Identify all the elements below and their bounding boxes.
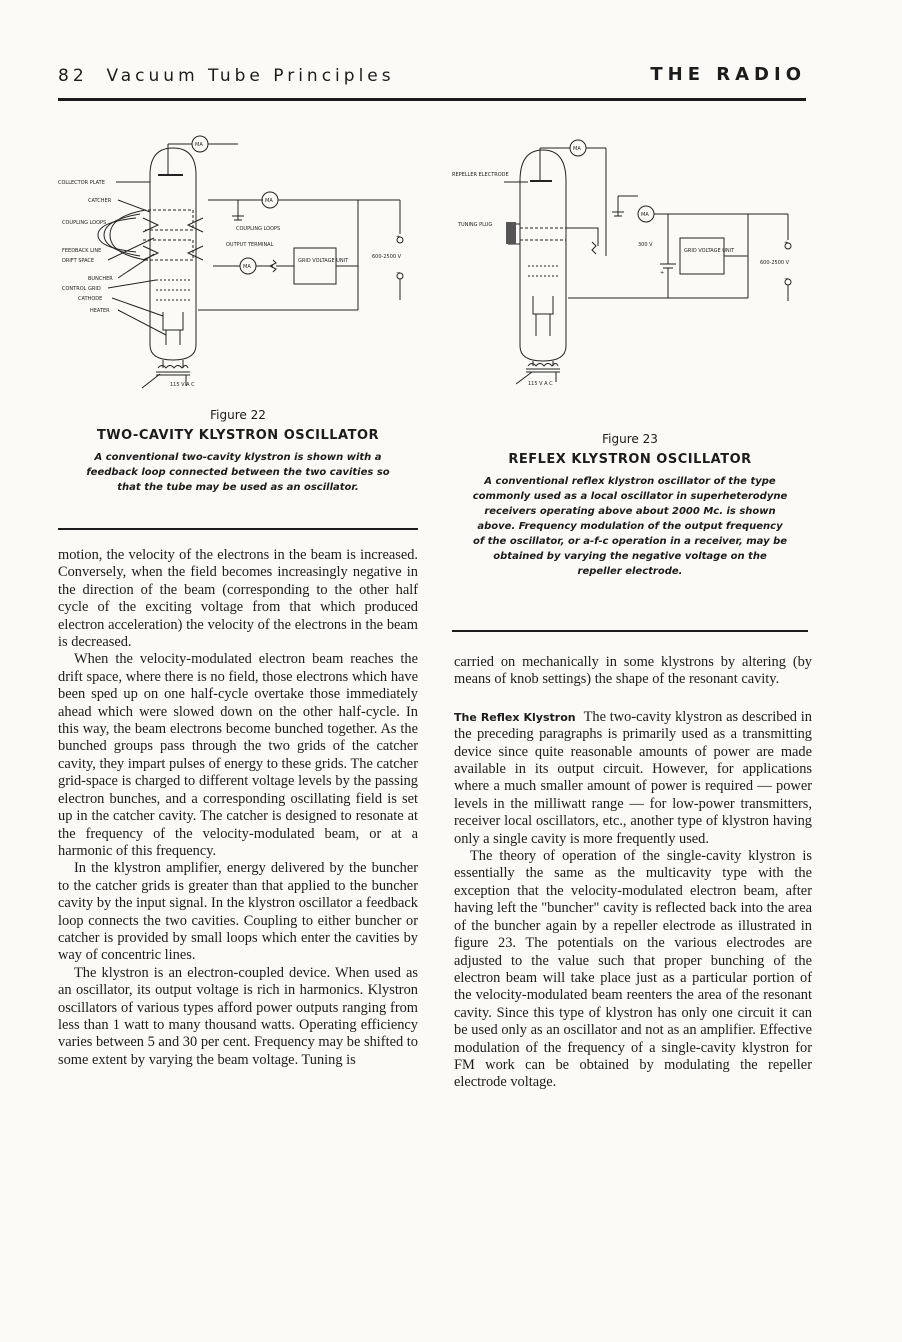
label-repeller-electrode: REPELLER ELECTRODE <box>452 172 509 178</box>
label-grid-voltage-unit: GRID VOLTAGE UNIT <box>298 258 349 264</box>
label-plus-23: + <box>784 240 789 246</box>
page-number: 82 <box>58 66 88 86</box>
label-catcher: CATCHER <box>88 198 112 204</box>
figure-23-title: REFLEX KLYSTRON OSCILLATOR <box>508 452 752 467</box>
label-buncher: BUNCHER <box>88 276 113 282</box>
label-heater: HEATER <box>90 308 110 314</box>
label-300v: 300 V <box>638 242 653 248</box>
left-paragraph-2: When the velocity-modulated electron beam reaches the drift space, where there is no field, those electrons which have been sped up on one half-cycle overtake those immediately ahead which were slowed down on the other half-cycle. In this way, the beam electrons become bunched together. As the bunched groups pass through the two grids of the catcher cavity, they impart pulses of energy to these grids. The catcher grid-space is charged to different voltage levels by the passing electron bunches, and a corresponding oscillating field is set up in the catcher cavity. The catcher is designed to resonate at the frequency of the velocity-modulated beam, or at a harmonic of this frequency. <box>58 651 418 859</box>
label-coupling-loops-left: COUPLING LOOPS <box>62 220 107 226</box>
label-tuning-plug: TUNING PLUG <box>458 222 493 228</box>
fig23-meter-right: MA <box>641 212 649 218</box>
figure-22-rule <box>58 528 418 530</box>
figure-22-caption: A conventional two-cavity klystron is shown with a feedback loop connected between the two cavities so that the tube may be used as an oscillator. <box>86 452 390 493</box>
running-header-right: THE RADIO <box>650 64 806 85</box>
label-collector-plate: COLLECTOR PLATE <box>58 180 105 186</box>
label-grid-voltage-unit-23: GRID VOLTAGE UNIT <box>684 248 735 254</box>
label-plus: + <box>396 234 401 240</box>
right-column <box>454 654 812 1092</box>
label-output-terminal: OUTPUT TERMINAL <box>226 242 274 248</box>
fig22-meter-right: MA <box>265 198 273 204</box>
label-voltage-range-23: 600-2500 V <box>760 260 790 266</box>
figure-22-title: TWO-CAVITY KLYSTRON OSCILLATOR <box>96 428 380 443</box>
fig22-meter-top: MA <box>195 142 203 148</box>
label-cathode: CATHODE <box>78 296 103 302</box>
right-paragraph-3: The theory of operation of the single-cavity klystron is essentially the same as the multicavity type with the exception that the velocity-modulated electron beam, after having left the "buncher" cavity is reflected back into the area of the buncher again by a repeller electrode as illustrated in figure 23. The potentials on the various electrodes are adjusted to the value such that proper bunching of the electron beam will take place just as a particular portion of the velocity-modulated beam reenters the area of the resonant cavity. Since this type of klystron has only one circuit it can be used only as an oscillator and not as an amplifier. Effective modulation of the frequency of a single-cavity klystron for FM work can be obtained by modulating the repeller electrode voltage. <box>454 848 812 1091</box>
label-drift-space: DRIFT SPACE <box>62 258 95 264</box>
figure-23-rule <box>452 630 808 632</box>
left-column <box>58 547 418 1069</box>
figure-23-number: Figure 23 <box>602 432 658 446</box>
figure-23-caption: A conventional reflex klystron oscillator of the type commonly used as a local oscillator in superheterodyne receivers operating above about 2000 Mc. is shown above. Frequency modulation of the output frequency of the oscillator, or a-f-c operation in a receiver, may be obtained by varying the negative voltage on the repeller electrode. <box>472 476 788 577</box>
label-coupling-loops-right: COUPLING LOOPS <box>236 226 281 232</box>
running-header-left <box>58 66 395 86</box>
left-paragraph-4: The klystron is an electron-coupled device. When used as an oscillator, its output voltage is rich in harmonics. Klystron oscillators of various types afford power outputs ranging from less than 1 watt to many thousand watts. Operating efficiency varies between 5 and 30 per cent. Frequency may be shifted to some extent by varying the beam voltage. Tuning is <box>58 964 418 1068</box>
label-feedback-line: FEEDBACK LINE <box>62 248 102 254</box>
fig22-meter-lower: MA <box>243 264 251 270</box>
right-paragraph-2 <box>454 709 812 848</box>
right-paragraph-1: carried on mechanically in some klystrons by altering (by means of knob settings) the shape of the resonant cavity. <box>454 654 812 688</box>
label-minus-23: − <box>784 276 789 282</box>
right-paragraph-2-text: The two-cavity klystron as described in the preceding paragraphs is primarily used as a transmitting device since quite reasonable amounts of power are made available in its output circuit. However, for applications where a much smaller amount of power is required — power levels in the milliwatt range — for low-power transmitters, receiver local oscillators, etc., another type of klystron having only a single cavity is more frequently used. <box>454 708 812 847</box>
left-paragraph-3: In the klystron amplifier, energy delivered by the buncher to the catcher grids is greater than that applied to the buncher cavity by the input signal. In the klystron oscillator a feedback loop connects the two cavities. Coupling to either buncher or catcher is provided by small loops which enter the cavities by way of concentric lines. <box>58 860 418 964</box>
figure-23-diagram <box>448 136 808 386</box>
figure-22-number: Figure 22 <box>210 408 266 422</box>
label-voltage-range: 600-2500 V <box>372 254 402 260</box>
section-heading-reflex-klystron: The Reflex Klystron <box>454 710 576 724</box>
label-plus-small: + <box>660 270 665 276</box>
label-control-grid: CONTROL GRID <box>62 286 101 292</box>
figure-22-diagram <box>58 130 418 390</box>
header-rule <box>58 98 806 101</box>
fig23-meter-top: MA <box>573 146 581 152</box>
running-title: Vacuum Tube Principles <box>106 66 395 86</box>
label-ac-supply: 115 V A C <box>170 382 195 388</box>
label-minus: − <box>396 270 401 276</box>
left-paragraph-1: motion, the velocity of the electrons in the beam is increased. Conversely, when the field becomes increasingly negative in the direction of the beam (corresponding to the other half cycle of the exciting voltage from that which produced electron acceleration) the velocity of the electrons in the beam is decreased. <box>58 547 418 651</box>
label-ac-supply-23: 115 V A C <box>528 381 553 386</box>
